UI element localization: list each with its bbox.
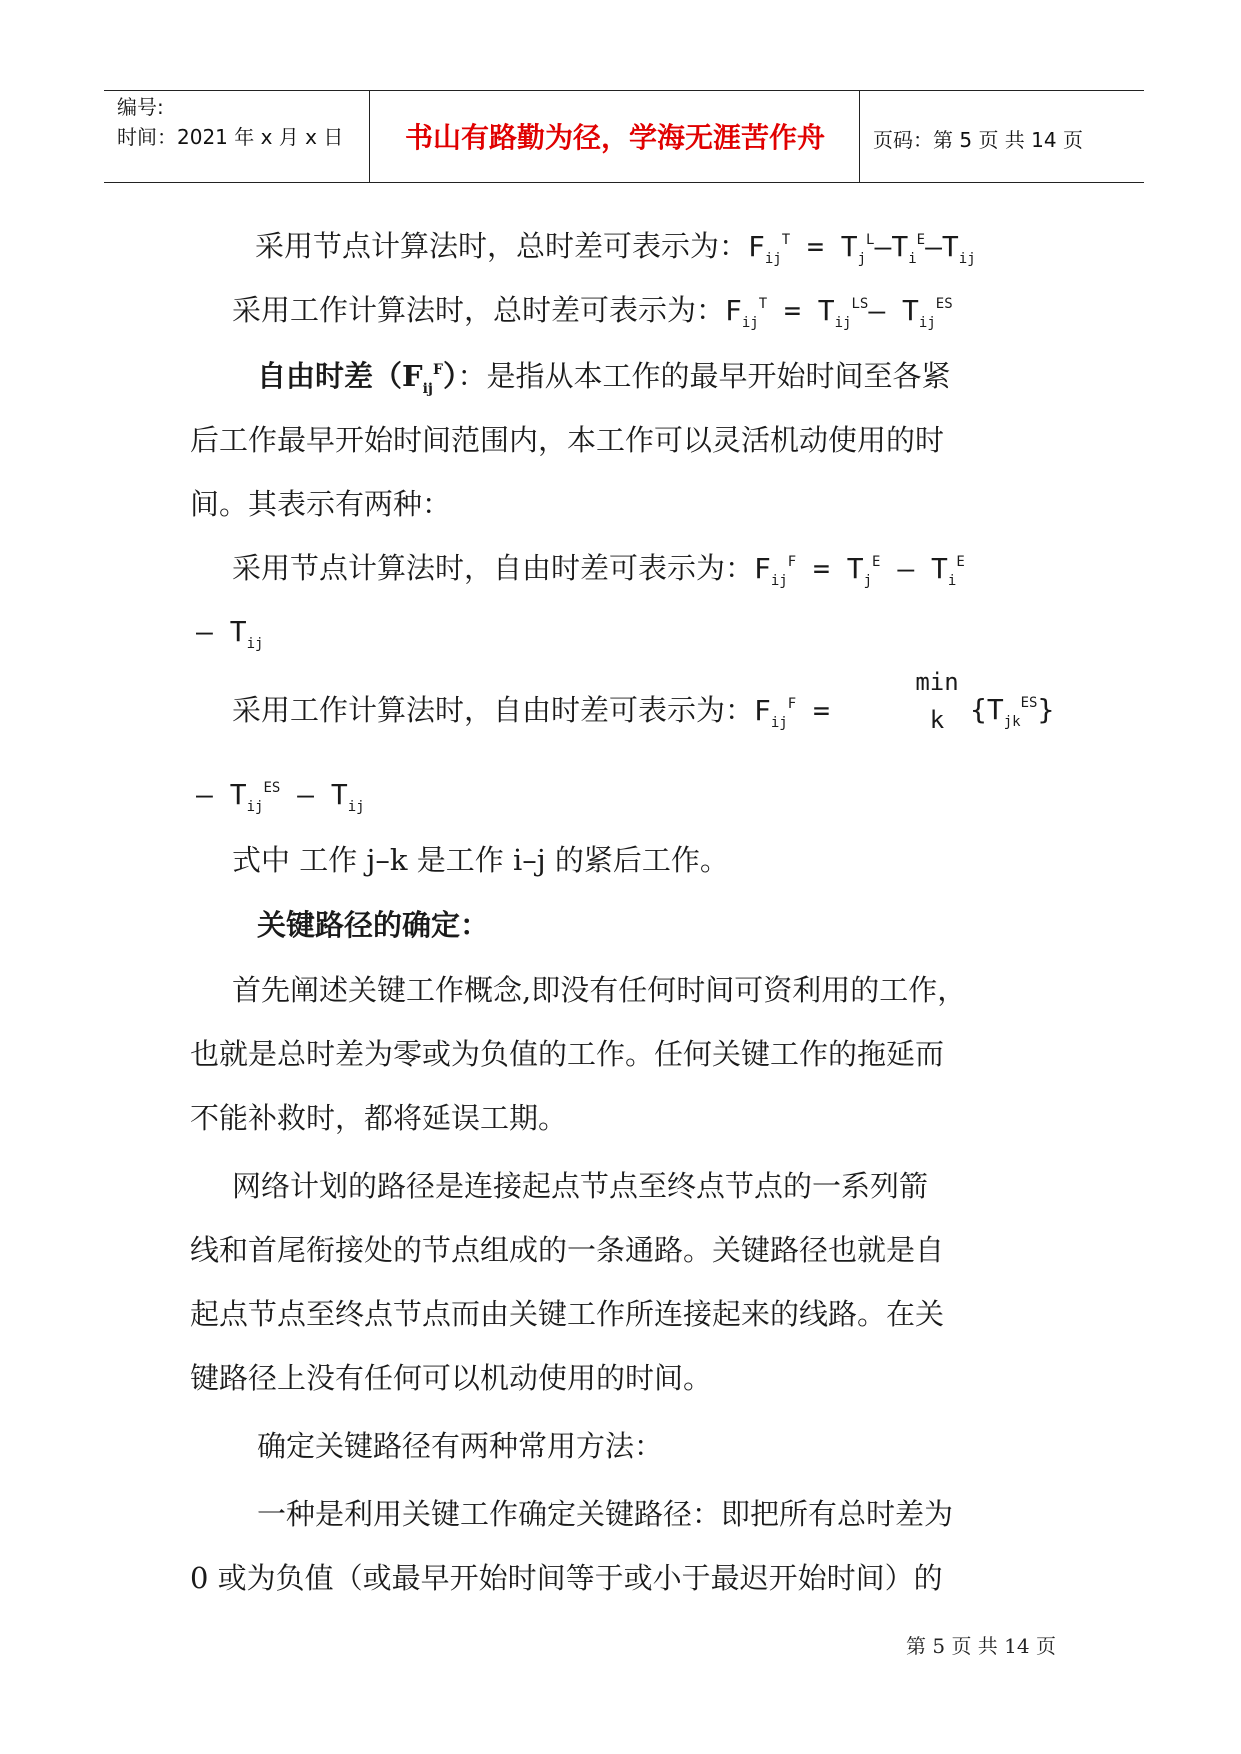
paragraph-line: 首先阐述关键工作概念,即没有任何时间可资利用的工作， [232, 973, 967, 1007]
text-line-where: 式中 工作 j–k 是工作 i–j 的紧后工作。 [232, 843, 729, 877]
header-time-label: 时间：2021 年 x 月 x 日 [117, 125, 344, 149]
header-number-label: 编号: [117, 95, 164, 119]
paragraph-line: 键路径上没有任何可以机动使用的时间。 [190, 1361, 713, 1395]
paragraph-line: 也就是总时差为零或为负值的工作。任何关键工作的拖延而 [190, 1037, 945, 1071]
formula-text: 采用工作计算法时，自由时差可表示为： [232, 693, 755, 727]
min-word: min [915, 668, 959, 696]
paragraph-line: 一种是利用关键工作确定关键路径：即把所有总时差为 [257, 1497, 954, 1531]
min-subscript: k [929, 706, 945, 734]
free-float-term: 自由时差$(F_{ij}^F)$ [257, 359, 458, 397]
formula-set-expr: $\{T_{jk}^{ES}\}$ [970, 693, 1055, 730]
header-motto: 书山有路勤为径，学海无涯苦作舟 [404, 121, 825, 154]
formula-expr: $F_{ij}^F = T_j^E - T_i^E$ [754, 552, 965, 589]
formula-line-total-float-work [232, 290, 953, 331]
formula-expr: $F_{ij}^F$ = [754, 694, 830, 731]
paragraph-line: 线和首尾衔接处的节点组成的一条通路。关键路径也就是自 [190, 1233, 945, 1267]
formula-expr: $F_{ij}^T = T_{ij}^{LS}-$ $T_{ij}^{ES}$ [725, 294, 953, 331]
header-bottom-rule [104, 182, 1144, 183]
formula-line-free-float-work [232, 690, 830, 731]
text-line: 间。其表示有两种： [190, 487, 452, 521]
header-divider-left [369, 90, 370, 182]
text-line: 后工作最早开始时间范围内，本工作可以灵活机动使用的时 [190, 423, 945, 457]
formula-text: 采用节点计算法时，自由时差可表示为： [232, 551, 755, 585]
definition-text: ：是指从本工作的最早开始时间至各紧 [457, 359, 951, 393]
paragraph-line: 起点节点至终点节点而由关键工作所连接起来的线路。在关 [190, 1297, 945, 1331]
paragraph-line: 确定关键路径有两种常用方法： [257, 1429, 664, 1463]
header-meta [117, 92, 343, 152]
page-footer: 第 5 页 共 14 页 [906, 1634, 1056, 1658]
header-divider-right [859, 90, 860, 182]
section-heading-critical-path: 关键路径的确定： [257, 908, 490, 942]
formula-text: 采用节点计算法时，总时差可表示为： [255, 229, 749, 263]
formula-continuation: – $T_{ij}^{ES} - T_{ij}$ [196, 778, 365, 815]
formula-text: 采用工作计算法时，总时差可表示为： [232, 293, 726, 327]
formula-line-total-float-node [255, 226, 976, 267]
paragraph-line: 0 或为负值（或最早开始时间等于或小于最迟开始时间）的 [190, 1561, 943, 1595]
min-operator [912, 668, 962, 734]
formula-line-free-float-node [232, 548, 965, 589]
header-page-label: 页码：第 5 页 共 14 页 [873, 128, 1083, 152]
free-float-definition-line [257, 356, 950, 396]
formula-continuation: – $T_{ij}$ [196, 615, 264, 652]
formula-expr: $F_{ij}^T = T_j^L-T_i^E-T_{ij}$ [748, 230, 976, 267]
paragraph-line: 不能补救时，都将延误工期。 [190, 1101, 568, 1135]
header-top-rule [104, 90, 1144, 91]
paragraph-line: 网络计划的路径是连接起点节点至终点节点的一系列箭 [232, 1169, 929, 1203]
